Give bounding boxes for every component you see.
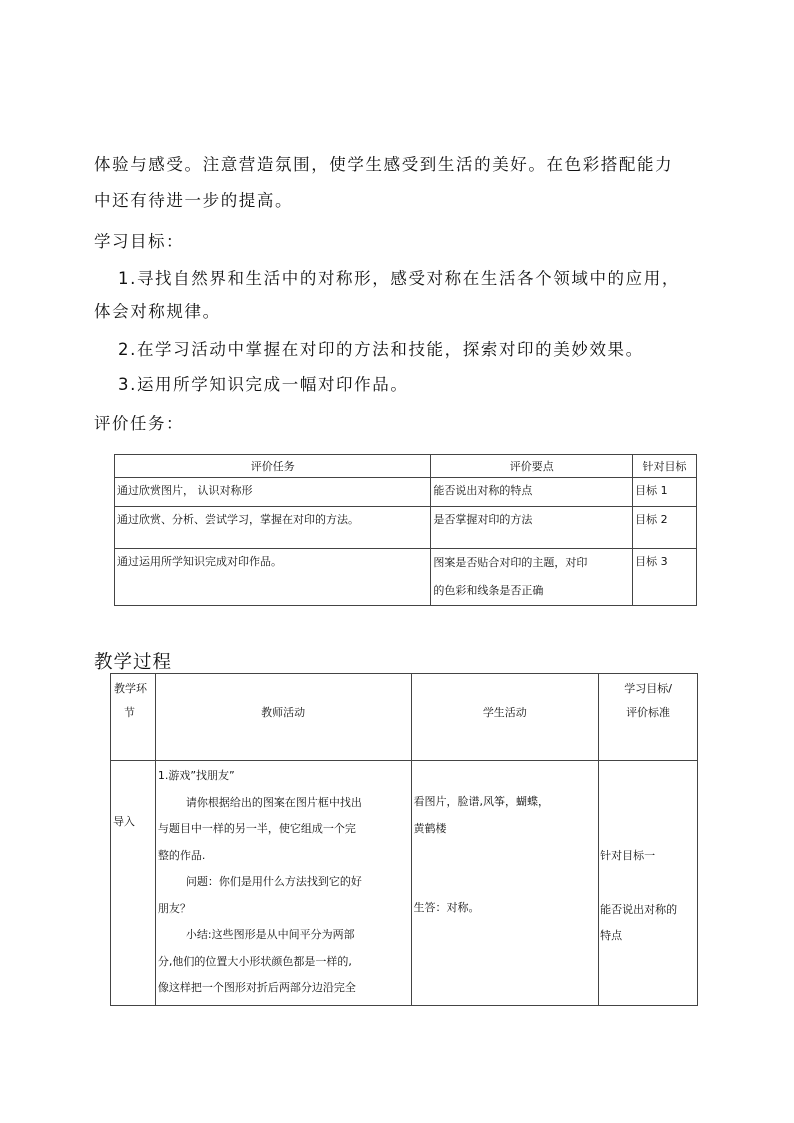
table-row <box>115 507 697 549</box>
stage-cell: 导入 <box>111 761 156 1006</box>
header-teacher: 教师活动 <box>155 674 411 761</box>
teacher-line: 小结:这些图形是从中间平分为两部 <box>185 928 355 941</box>
student-activity-cell <box>411 761 599 1006</box>
teacher-line: 问题：你们是用什么方法找到它的好 <box>185 875 362 888</box>
student-answer: 生答：对称。 <box>413 901 480 914</box>
intro-line-2: 中还有待进一步的提高。 <box>94 191 294 210</box>
header-task: 评价任务 <box>115 455 431 478</box>
eval-target-cell: 目标 3 <box>633 549 697 606</box>
eval-point-line: 的色彩和线条是否正确 <box>433 584 544 597</box>
teacher-line: 像这样把一个图形对折后两部分边沿完全 <box>157 981 356 994</box>
goal-cell <box>599 761 698 1006</box>
eval-task-cell: 通过欣赏图片， 认识对称形 <box>115 478 431 507</box>
process-header-row <box>111 674 698 761</box>
header-stage-line: 节 <box>124 706 135 719</box>
evaluation-heading: 评价任务： <box>94 414 184 433</box>
eval-target-cell: 目标 2 <box>633 507 697 549</box>
process-table <box>110 673 698 1006</box>
eval-task-cell: 通过运用所学知识完成对印作品。 <box>115 549 431 606</box>
goal-line: 针对目标一 <box>600 849 656 862</box>
objective-1-line-2: 体会对称规律。 <box>94 302 221 321</box>
teacher-activity-cell <box>155 761 411 1006</box>
table-row <box>111 761 698 1006</box>
eval-point-cell: 能否说出对称的特点 <box>431 478 633 507</box>
teacher-line: 朋友？ <box>157 901 191 915</box>
eval-target-cell: 目标 1 <box>633 478 697 507</box>
header-goal-line: 评价标准 <box>626 706 671 719</box>
goal-line: 特点 <box>600 929 623 942</box>
intro-line-1: 体验与感受。注意营造氛围，使学生感受到生活的美好。在色彩搭配能力 <box>94 155 674 174</box>
teacher-line: 整的作品. <box>157 848 206 862</box>
objective-3: 3.运用所学知识完成一幅对印作品。 <box>118 375 409 394</box>
objectives-heading: 学习目标： <box>94 232 184 251</box>
header-goal-line: 学习目标/ <box>624 682 672 695</box>
student-line: 看图片，脸谱,风筝，蝴蝶， <box>413 795 549 808</box>
student-line: 黄鹤楼 <box>413 821 447 835</box>
eval-point-line: 图案是否贴合对印的主题，对印 <box>433 556 588 569</box>
header-stage-line: 教学环 <box>114 682 147 695</box>
evaluation-header-row <box>115 455 697 478</box>
eval-point-cell <box>431 549 633 606</box>
table-row <box>115 478 697 507</box>
teacher-line: 请你根据给出的图案在图片框中找出 <box>185 795 362 809</box>
goal-line: 能否说出对称的 <box>600 902 678 916</box>
table-row <box>115 549 697 606</box>
evaluation-table <box>114 454 697 606</box>
objective-2: 2.在学习活动中掌握在对印的方法和技能，探索对印的美妙效果。 <box>118 340 644 359</box>
process-title: 教学过程 <box>94 652 173 673</box>
header-point: 评价要点 <box>431 455 633 478</box>
header-stage <box>111 674 156 761</box>
teacher-line: 与题目中一样的另一半，使它组成一个完 <box>157 822 356 835</box>
header-target: 针对目标 <box>633 455 697 478</box>
teacher-line: 1.游戏”找朋友” <box>157 769 235 782</box>
eval-task-cell: 通过欣赏、分析、尝试学习，掌握在对印的方法。 <box>115 507 431 549</box>
header-goal <box>599 674 698 761</box>
objective-1-line-1: 1.寻找自然界和生活中的对称形，感受对称在生活各个领域中的应用， <box>118 269 680 288</box>
eval-point-cell: 是否掌握对印的方法 <box>431 507 633 549</box>
header-student: 学生活动 <box>411 674 599 761</box>
teacher-line: 分,他们的位置大小形状颜色都是一样的, <box>157 954 352 968</box>
